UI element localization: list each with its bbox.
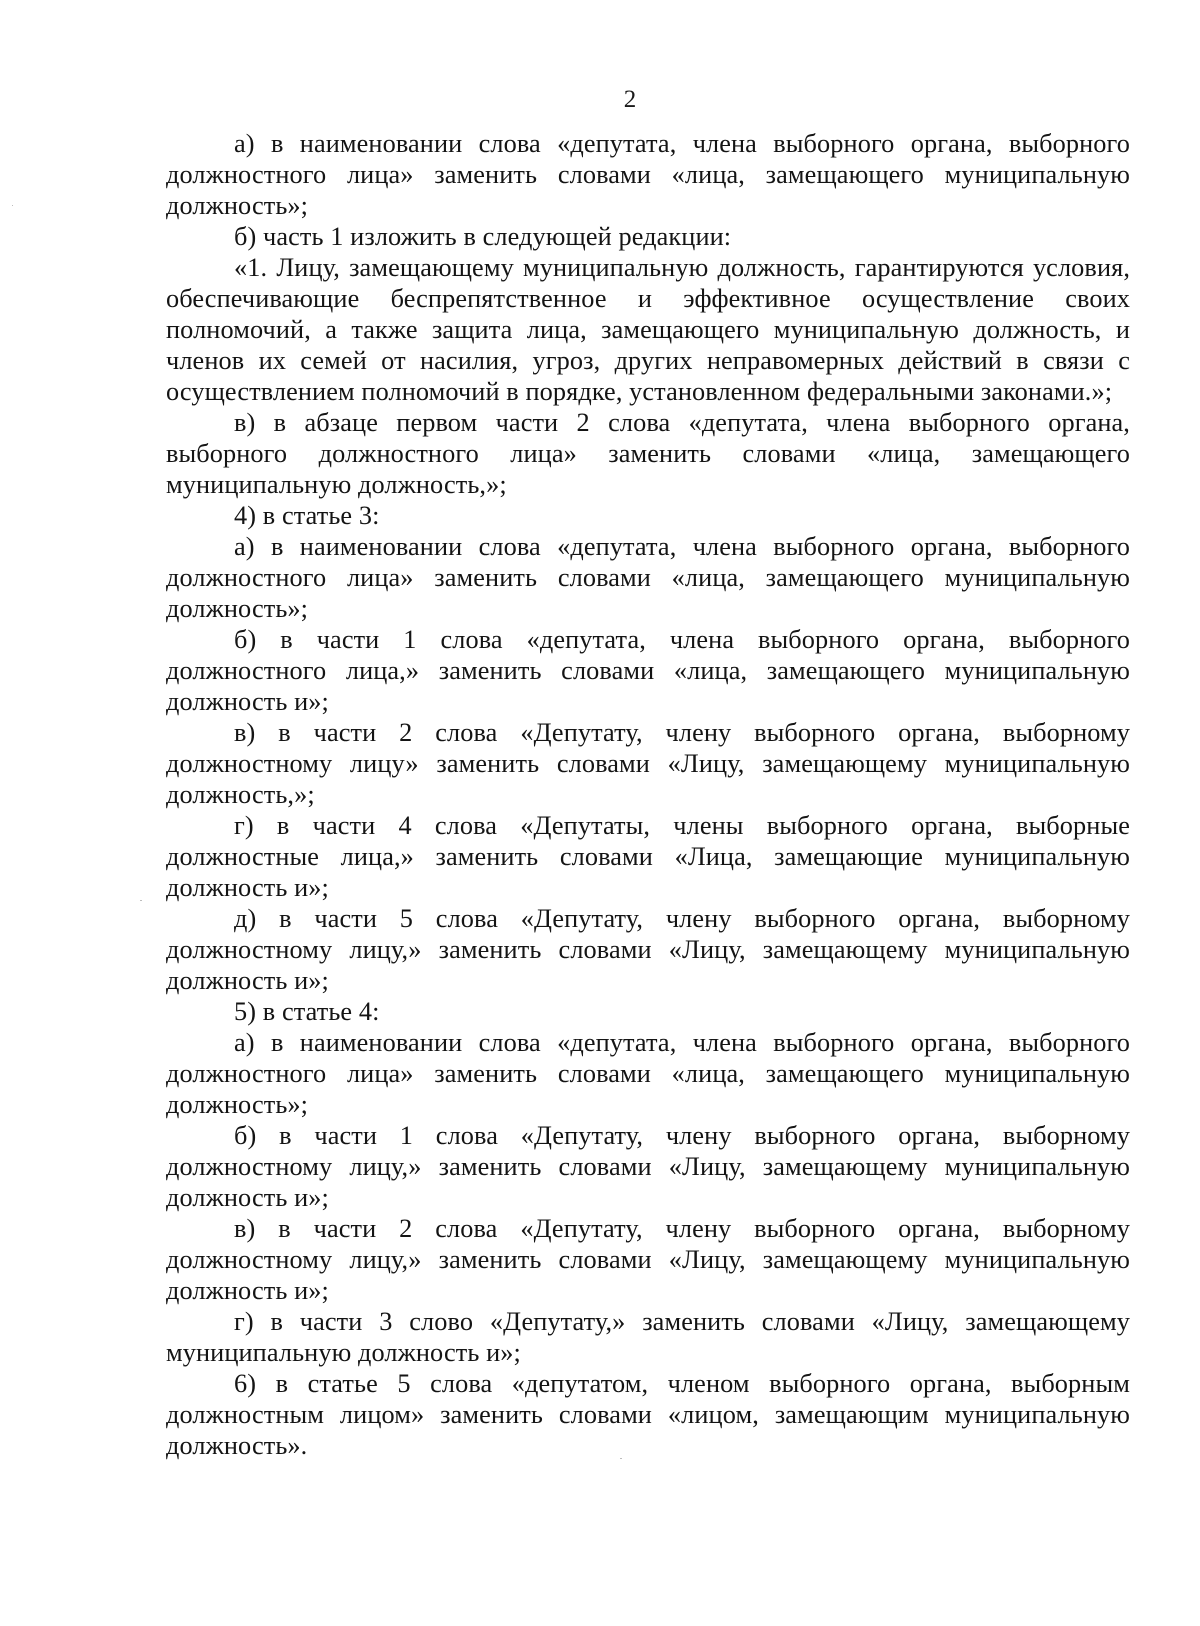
paragraph-5a: а) в наименовании слова «депутата, члена выборного органа, выборного должностного лица» заменить словами «лица, замещающего муниципальную должность»; (166, 1028, 1130, 1119)
paragraph-5v: в) в части 2 слова «Депутату, члену выборного органа, выборному должностному лицу,» заменить словами «Лицу, замещающему муниципальную должность и»; (166, 1214, 1130, 1305)
paragraph-5b: б) в части 1 слова «Депутату, члену выборного органа, выборному должностному лицу,» заменить словами «Лицу, замещающему муниципальную должность и»; (166, 1121, 1130, 1212)
paragraph-item-4: 4) в статье 3: (234, 501, 380, 530)
paragraph-4g: г) в части 4 слова «Депутаты, члены выборного органа, выборные должностные лица,» заменить словами «Лица, замещающие муниципальную должность и»; (166, 811, 1130, 902)
scan-artifact-bottom (620, 1458, 622, 1459)
paragraph-item-5: 5) в статье 4: (234, 997, 380, 1026)
paragraph-1b-quote: «1. Лицу, замещающему муниципальную должность, гарантируются условия, обеспечивающие беспрепятственное и эффективное осуществление своих полномочий, а также защита лица, замещающего муниципальную должность, и членов их семей от насилия, угроз, других неправомерных действий в связи с осуществлением полномочий в порядке, установленном федеральными законами.»; (166, 253, 1130, 406)
paragraph-4d: д) в части 5 слова «Депутату, члену выборного органа, выборному должностному лицу,» заменить словами «Лицу, замещающему муниципальную должность и»; (166, 904, 1130, 995)
page-number: 2 (623, 86, 637, 113)
paragraph-1b: б) часть 1 изложить в следующей редакции: (234, 222, 732, 251)
document-body (166, 128, 1130, 1461)
scan-artifact-margin (140, 900, 142, 901)
paragraph-4v: в) в части 2 слова «Депутату, члену выборного органа, выборному должностному лицу» заменить словами «Лицу, замещающему муниципальную должность,»; (166, 718, 1130, 809)
paragraph-4b: б) в части 1 слова «депутата, члена выборного органа, выборного должностного лица,» заменить словами «лица, замещающего муниципальную должность и»; (166, 625, 1130, 716)
paragraph-1a: а) в наименовании слова «депутата, члена выборного органа, выборного должностного лица» заменить словами «лица, замещающего муниципальную должность»; (166, 129, 1130, 220)
paragraph-item-6: 6) в статье 5 слова «депутатом, членом выборного органа, выборным должностным лицом» заменить словами «лицом, замещающим муниципальную должность». (166, 1369, 1130, 1460)
paragraph-4a: а) в наименовании слова «депутата, члена выборного органа, выборного должностного лица» заменить словами «лица, замещающего муниципальную должность»; (166, 532, 1130, 623)
scan-artifact-left (12, 205, 13, 206)
paragraph-5g: г) в части 3 слово «Депутату,» заменить словами «Лицу, замещающему муниципальную должность и»; (166, 1307, 1130, 1367)
paragraph-1v: в) в абзаце первом части 2 слова «депутата, члена выборного органа, выборного должностного лица» заменить словами «лица, замещающего муниципальную должность,»; (166, 408, 1130, 499)
